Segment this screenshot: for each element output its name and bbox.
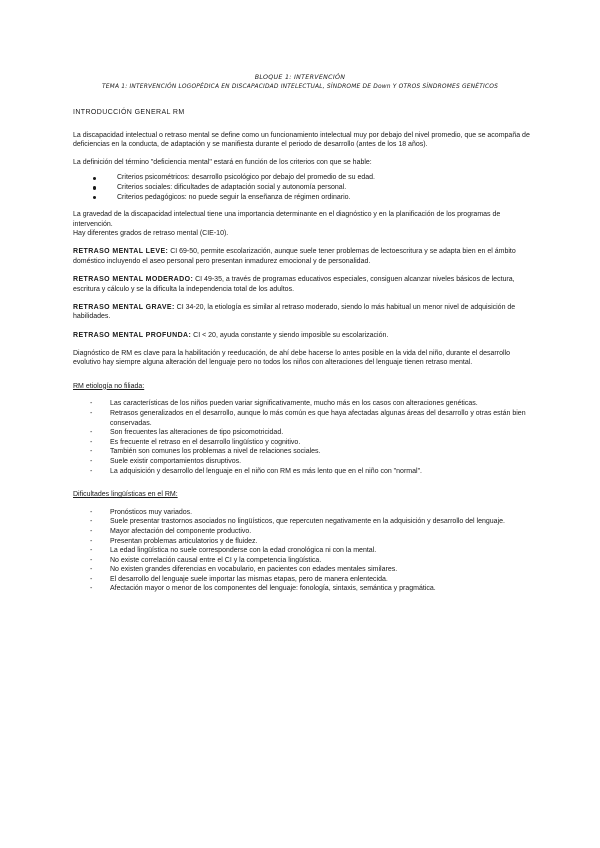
- list-item: - Presentan problemas articulatorios y de fluidez.: [90, 537, 258, 545]
- grade-label: RETRASO MENTAL PROFUNDA:: [73, 331, 192, 339]
- list-item: - No existen grandes diferencias en vocabulario, en pacientes con edades mentales similares.: [90, 566, 398, 574]
- diagnosis-paragraph: Diagnóstico de RM es clave para la habilitación y reeducación, de ahí debe hacerse lo antes posible en la vida del niño, durante el desarrollo evolutivo hay siempre alguna alteración del lenguaje pero no todos los niños con alteraciones del lenguaje tienen retraso mental.: [73, 349, 510, 367]
- list-item: - Afectación mayor o menor de los componentes del lenguaje: fonología, sintaxis, semántica y pragmática.: [90, 585, 436, 593]
- severity-text: La gravedad de la discapacidad intelectual tiene una importancia determinante en el diagnóstico y en la planificación de los programas de intervención.: [73, 211, 501, 228]
- grade-paragraph-leve: [73, 247, 533, 266]
- etiology-list: [73, 399, 533, 476]
- grade-paragraph-moderado: [73, 275, 533, 294]
- list-item: - El desarrollo del lenguaje suele importar las mismas etapas, pero de manera enlentecida.: [90, 575, 388, 583]
- list-item: - La edad lingüística no suele corresponderse con la edad cronológica ni con la mental.: [90, 547, 377, 555]
- subsection-title-linguistic: Dificultades lingüísticas en el RM:: [73, 491, 178, 499]
- list-item: - Son frecuentes las alteraciones de tipo psicomotricidad.: [90, 429, 284, 437]
- list-item: - Las características de los niños pueden variar significativamente, mucho más en los casos con alteraciones genéticas.: [90, 400, 478, 408]
- list-item: - También son comunes los problemas a nivel de relaciones sociales.: [90, 448, 321, 456]
- section-title: INTRODUCCIÓN GENERAL RM: [73, 109, 185, 116]
- criteria-item: Criterios sociales: dificultades de adaptación social y autonomía personal.: [73, 183, 533, 193]
- document-body: [73, 108, 533, 606]
- subsection-title-etiology: RM etiología no filiada:: [73, 382, 145, 390]
- list-item: - Suele existir comportamientos disruptivos.: [90, 457, 242, 465]
- definition-paragraph: La definición del término "deficiencia mental" estará en función de los criterios con que se hable:: [73, 159, 372, 167]
- grades-intro: Hay diferentes grados de retraso mental (CIE-10).: [73, 230, 229, 238]
- grade-label: RETRASO MENTAL LEVE:: [73, 248, 169, 256]
- list-item: - Mayor afectación del componente productivo.: [90, 527, 252, 535]
- list-item: - No existe correlación causal entre el CI y la competencia lingüística.: [90, 556, 322, 564]
- grade-text: CI 49-35, a través de programas educativos especiales, consiguen alcanzar niveles básicos de lectura, escritura y cálculo y se la dificulta la independencia total de los adultos.: [73, 276, 515, 293]
- intro-paragraph: La discapacidad intelectual o retraso mental se define como un funcionamiento intelectual muy por debajo del nivel promedio, que se acompaña de deficiencias en la conducta, de adaptación y se manifiesta durante el periodo de desarrollo (antes de los 18 años).: [73, 131, 530, 149]
- criteria-item: Criterios psicométricos: desarrollo psicológico por debajo del promedio de su edad.: [73, 173, 533, 183]
- list-item: - Suele presentar trastornos asociados no lingüísticos, que repercuten negativamente en la adquisición y desarrollo del lenguaje.: [90, 518, 505, 526]
- list-item: - La adquisición y desarrollo del lenguaje en el niño con RM es más lento que en el niño con "normal".: [90, 467, 422, 475]
- block-heading: BLOQUE 1: INTERVENCIÓN: [254, 74, 346, 81]
- grade-paragraph-grave: [73, 303, 533, 322]
- linguistic-list: [73, 508, 533, 594]
- list-item: - Retrasos generalizados en el desarrollo, aunque lo más común es que haya afectadas algunas áreas del desarrollo y otras están bien conservadas.: [90, 409, 526, 427]
- criteria-list: [73, 173, 533, 202]
- grade-label: RETRASO MENTAL GRAVE:: [73, 303, 175, 311]
- criteria-item: Criterios pedagógicos: no puede seguir la enseñanza de régimen ordinario.: [73, 193, 533, 203]
- grade-label: RETRASO MENTAL MODERADO:: [73, 276, 194, 284]
- list-item: - Pronósticos muy variados.: [90, 508, 193, 516]
- grade-text: CI < 20, ayuda constante y siendo imposible su escolarización.: [191, 331, 389, 339]
- grade-text: CI 69-50, permite escolarización, aunque suele tener problemas de lectoescritura y se adapta bien en el ámbito doméstico incluyendo el aseo personal pero presentan inmadurez emocional y de personalidad.: [73, 248, 516, 266]
- topic-heading: TEMA 1: INTERVENCIÓN LOGOPÉDICA EN DISCAPACIDAD INTELECTUAL, SÍNDROME DE Down Y OTROS SÍNDROMES GENÉTICOS: [101, 84, 499, 90]
- grade-paragraph-profunda: [73, 331, 533, 341]
- severity-paragraph: [73, 210, 533, 239]
- list-item: - Es frecuente el retraso en el desarrollo lingüístico y cognitivo.: [90, 438, 301, 446]
- grade-text: CI 34-20, la etiología es similar al retraso moderado, siendo lo más habitual un menor nivel de adquisición de habilidades.: [73, 303, 516, 321]
